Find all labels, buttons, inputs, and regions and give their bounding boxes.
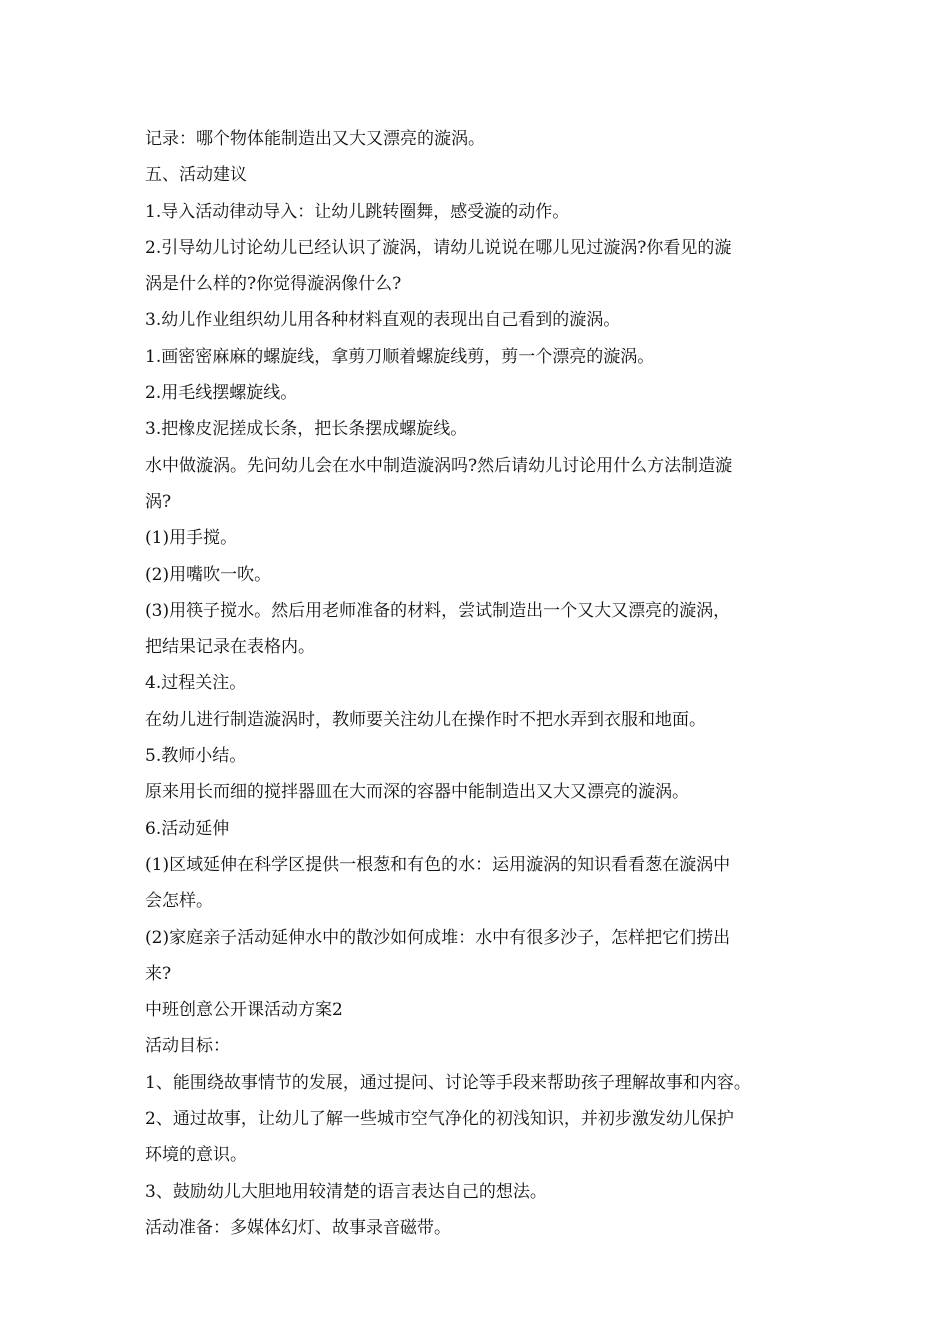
text-line: 3.把橡皮泥搓成长条，把长条摆成螺旋线。: [145, 419, 468, 440]
text-line: 涡?: [145, 491, 172, 512]
text-line: 3.幼儿作业组织幼儿用各种材料直观的表现出自己看到的漩涡。: [145, 310, 621, 331]
text-line: 1.画密密麻麻的螺旋线，拿剪刀顺着螺旋线剪，剪一个漂亮的漩涡。: [145, 346, 655, 367]
text-line: 活动准备：多媒体幻灯、故事录音磁带。: [145, 1217, 451, 1238]
text-line: 活动目标：: [145, 1036, 230, 1057]
text-line: 2、通过故事，让幼儿了解一些城市空气净化的初浅知识，并初步激发幼儿保护: [145, 1109, 734, 1130]
text-line: (2)家庭亲子活动延伸水中的散沙如何成堆：水中有很多沙子，怎样把它们捞出: [145, 927, 731, 948]
text-line: 会怎样。: [145, 891, 213, 912]
text-line: 原来用长而细的搅拌器皿在大而深的容器中能制造出又大又漂亮的漩涡。: [145, 782, 689, 803]
text-line: (1)用手搅。: [145, 528, 238, 549]
text-line: 3、鼓励幼儿大胆地用较清楚的语言表达自己的想法。: [145, 1181, 547, 1202]
text-line: 水中做漩涡。先问幼儿会在水中制造漩涡吗?然后请幼儿讨论用什么方法制造漩: [145, 455, 733, 476]
text-line: (3)用筷子搅水。然后用老师准备的材料，尝试制造出一个又大又漂亮的漩涡，: [145, 600, 731, 621]
plan-title: 中班创意公开课活动方案2: [145, 1000, 343, 1021]
text-line: 来?: [145, 963, 172, 984]
text-line: 2.用毛线摆螺旋线。: [145, 383, 298, 404]
text-line: 环境的意识。: [145, 1145, 247, 1166]
text-line: 6.活动延伸: [145, 818, 230, 839]
text-line: (1)区域延伸在科学区提供一根葱和有色的水：运用漩涡的知识看看葱在漩涡中: [145, 854, 731, 875]
text-line: (2)用嘴吹一吹。: [145, 564, 272, 585]
text-line: 记录：哪个物体能制造出又大又漂亮的漩涡。: [145, 129, 485, 149]
text-line: 涡是什么样的?你觉得漩涡像什么?: [145, 274, 402, 295]
document-page: [145, 121, 815, 1246]
text-line: 1、能围绕故事情节的发展，通过提问、讨论等手段来帮助孩子理解故事和内容。: [145, 1072, 751, 1093]
text-line: 5.教师小结。: [145, 746, 247, 767]
text-line: 2.引导幼儿讨论幼儿已经认识了漩涡，请幼儿说说在哪儿见过漩涡?你看见的漩: [145, 237, 732, 258]
section-heading: 五、活动建议: [145, 165, 247, 186]
text-line: 1.导入活动律动导入：让幼儿跳转圈舞，感受漩的动作。: [145, 201, 570, 222]
text-line: 在幼儿进行制造漩涡时，教师要关注幼儿在操作时不把水弄到衣服和地面。: [145, 709, 706, 730]
text-line: 4.过程关注。: [145, 673, 247, 694]
text-line: 把结果记录在表格内。: [145, 637, 315, 658]
